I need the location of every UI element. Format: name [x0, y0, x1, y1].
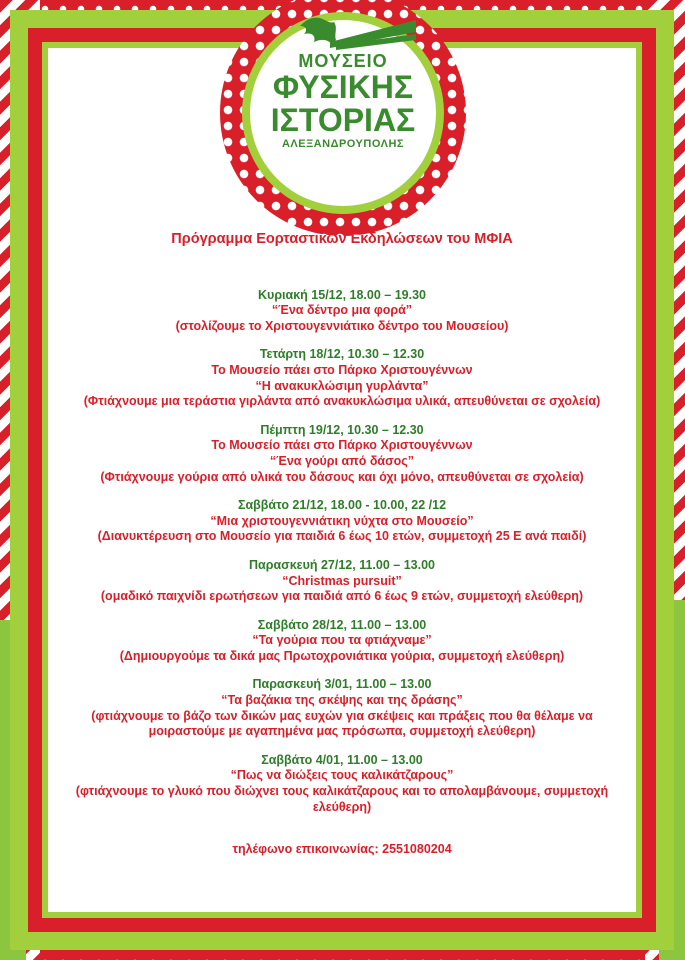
event-line: (φτιάχνουμε το βάζο των δικών μας ευχών για σκέψεις και πράξεις που θα θέλαμε να — [91, 708, 593, 723]
event-line: (Φτιάχνουμε γούρια από υλικά του δάσους και όχι μόνο, απευθύνεται σε σχολεία) — [100, 469, 584, 484]
event-line: “Η ανακυκλώσιμη γυρλάντα” — [255, 378, 429, 393]
event-line: “Ένα γούρι από δάσος” — [269, 453, 415, 468]
event-date: Παρασκευή 27/12, 11.00 – 13.00 — [249, 557, 435, 572]
oak-leaf-icon — [290, 12, 420, 52]
event-date: Σαββάτο 4/01, 11.00 – 13.00 — [261, 752, 423, 767]
event-item — [48, 558, 636, 605]
event-item — [48, 288, 636, 335]
logo-line-3: ΙΣΤΟΡΙΑΣ — [270, 102, 416, 138]
event-line: “Ένα δέντρο μια φορά” — [271, 303, 413, 318]
event-line: Το Μουσείο πάει στο Πάρκο Χριστουγέννων — [211, 438, 473, 453]
event-line: “Τα γούρια που τα φτιάχναμε” — [252, 633, 432, 648]
event-line: “Christmas pursuit” — [282, 573, 402, 588]
event-line: Το Μουσείο πάει στο Πάρκο Χριστουγέννων — [211, 362, 473, 377]
page-title: Πρόγραμμα Εορταστικών Εκδηλώσεων του ΜΦΙΑ — [171, 231, 513, 247]
event-line: (φτιάχνουμε το γλυκό που διώχνει τους καλικάτζαρους και το απολαμβάνουμε, συμμετοχή — [75, 784, 609, 799]
event-date: Τετάρτη 18/12, 10.30 – 12.30 — [259, 347, 425, 362]
event-line: “Μια χριστουγεννιάτικη νύχτα στο Μουσείο” — [210, 513, 474, 528]
event-date: Πέμπτη 19/12, 10.30 – 12.30 — [260, 422, 424, 437]
event-line: “Τα βαζάκια της σκέψης και της δράσης” — [221, 693, 463, 708]
event-item — [48, 347, 636, 409]
contact-phone: τηλέφωνο επικοινωνίας: 2551080204 — [232, 842, 452, 857]
logo-badge — [220, 0, 466, 236]
event-line: (Δημιουργούμε τα δικά μας Πρωτοχρονιάτικα γούρια, συμμετοχή ελεύθερη) — [119, 648, 565, 663]
museum-name — [250, 52, 436, 150]
event-line: (στολίζουμε το Χριστουγεννιάτικο δέντρο του Μουσείου) — [175, 318, 509, 333]
event-line: “Πως να διώξεις τους καλικάτζαρους” — [230, 768, 454, 783]
logo-line-2: ΦΥΣΙΚΗΣ — [272, 69, 414, 105]
event-item — [48, 677, 636, 739]
event-date: Κυριακή 15/12, 18.00 – 19.30 — [258, 287, 426, 302]
event-line: ελεύθερη) — [312, 799, 372, 814]
event-line: (Διανυκτέρευση στο Μουσείο για παιδιά 6 έως 10 ετών, συμμετοχή 25 Ε ανά παιδί) — [97, 529, 587, 544]
event-date: Σαββάτο 21/12, 18.00 - 10.00, 22 /12 — [237, 498, 447, 513]
event-date: Παρασκευή 3/01, 11.00 – 13.00 — [252, 677, 432, 692]
logo-line-4: ΑΛΕΞΑΝΔΡΟΥΠΟΛΗΣ — [281, 138, 404, 150]
event-item — [48, 618, 636, 665]
logo-line-1: ΜΟΥΣΕΙΟ — [298, 51, 388, 71]
program-content — [48, 232, 636, 858]
event-item — [48, 753, 636, 815]
event-item — [48, 423, 636, 485]
event-line: (ομαδικό παιχνίδι ερωτήσεων για παιδιά από 6 έως 9 ετών, συμμετοχή ελεύθερη) — [100, 589, 584, 604]
event-item — [48, 498, 636, 545]
event-date: Σαββάτο 28/12, 11.00 – 13.00 — [257, 617, 427, 632]
event-line: μοιραστούμε με αγαπημένα μας πρόσωπα, συμμετοχή ελεύθερη) — [148, 724, 536, 739]
event-line: (Φτιάχνουμε μια τεράστια γιρλάντα από ανακυκλώσιμα υλικά, απευθύνεται σε σχολεία) — [83, 394, 601, 409]
